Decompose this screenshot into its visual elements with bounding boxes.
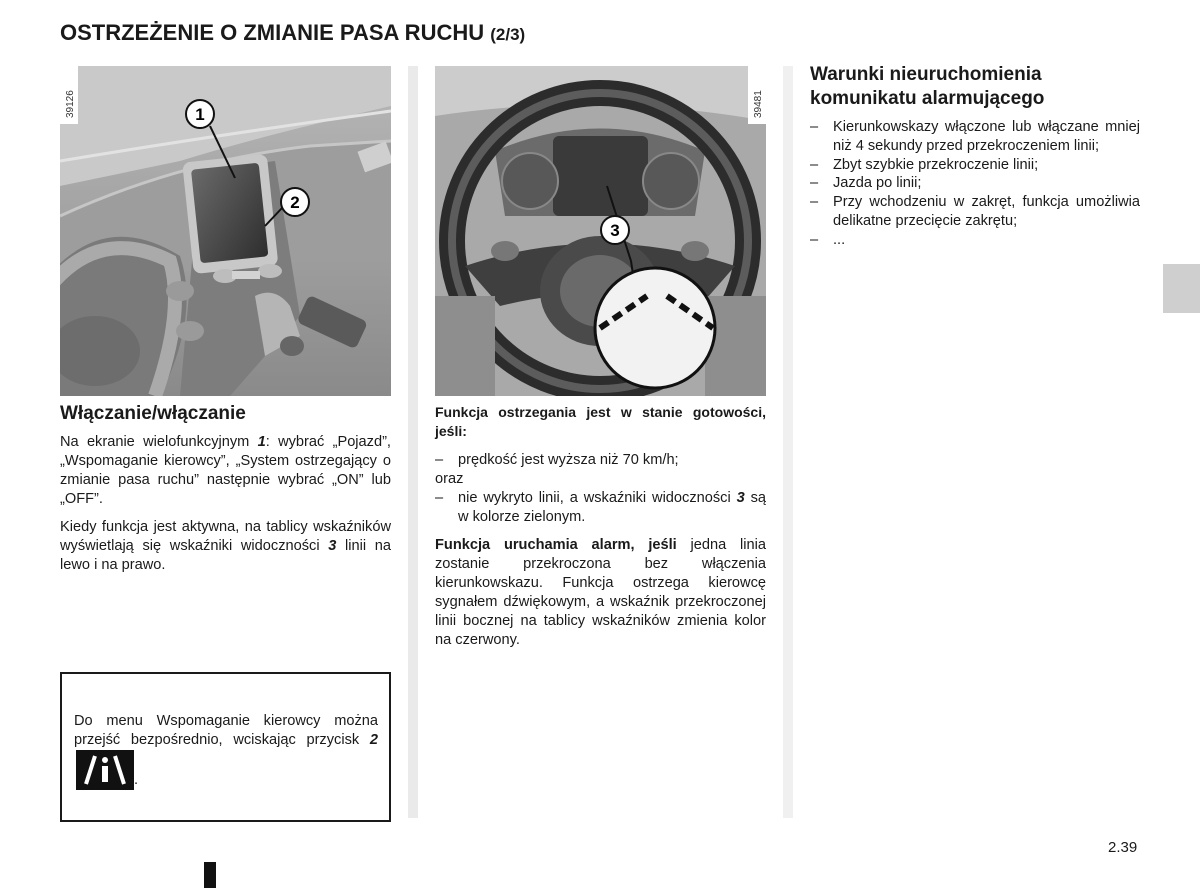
callout-2: 2	[290, 193, 300, 212]
ready-heading: Funkcja ostrzegania jest w stanie gotowości, jeśli:	[435, 404, 766, 439]
steering-wheel-illustration	[435, 66, 766, 396]
condition-item-4-text: Przy wchodzeniu w zakręt, funkcja umożliwia delikatne przecięcie zakrętu;	[833, 194, 1140, 229]
active-text-start: Kiedy funkcja jest aktywna, na tablicy wskaźników wyświetlają się wskaźniki widoczności	[60, 519, 391, 554]
figure-code-dashboard: 39126	[65, 90, 76, 118]
condition-item-4: – Przy wchodzeniu w zakręt, funkcja umożliwia delikatne przecięcie zakrętu;	[810, 194, 1140, 229]
note-text-end: .	[134, 772, 139, 788]
condition-item-5: – ...	[810, 231, 846, 248]
column-separator-left	[408, 66, 418, 818]
ref-2-note: 2	[369, 732, 378, 748]
ready-item-1-text: prędkość jest wyższa niż 70 km/h;	[458, 452, 679, 468]
section-heading-conditions: Warunki nieuruchomienia komunikatu alarmującego	[810, 64, 1045, 109]
activation-paragraph	[60, 433, 391, 509]
activation-text-end: : wybrać „Pojazd”, „Wspomaganie kierowcy”, „System ostrzegający o zmianie pasa ruchu” następnie wybrać „ON” lub „OFF”.	[60, 434, 391, 507]
callout-1: 1	[195, 105, 205, 124]
condition-item-1-text: Kierunkowskazy włączone lub włączane mniej niż 4 sekundy przed przekroczeniem linii;	[833, 119, 1140, 154]
ready-list	[435, 451, 766, 470]
condition-item-3: – Jazda po linii;	[810, 175, 922, 192]
figure-code-steering: 39481	[753, 90, 764, 118]
ref-3-middle: 3	[736, 490, 745, 506]
note-text-main: Do menu Wspomaganie kierowcy można przejść bezpośrednio, wciskając przycisk	[74, 713, 378, 748]
ready-item-2: – nie wykryto linii, a wskaźniki widoczności 3 są w kolorze zielonym.	[435, 490, 767, 525]
steering-wheel-drawing	[435, 66, 766, 396]
callout-3: 3	[610, 221, 620, 240]
condition-item-3-text: Jazda po linii;	[833, 175, 922, 192]
condition-item-5-text: ...	[833, 231, 846, 248]
page-title-part: (2/3)	[490, 25, 526, 44]
page-title	[60, 20, 525, 46]
page-number: 2.39	[1108, 839, 1138, 856]
ready-item-2-start: nie wykryto linii, a wskaźniki widoczności	[458, 490, 737, 506]
ref-3-left: 3	[328, 538, 337, 554]
note-text	[74, 712, 378, 790]
connector-word: oraz	[435, 471, 464, 487]
section-heading-activation: Włączanie/włączanie	[60, 403, 246, 424]
condition-item-2: – Zbyt szybkie przekroczenie linii;	[810, 156, 1039, 173]
column-separator-right	[783, 66, 793, 818]
dashboard-illustration	[60, 66, 391, 396]
page-title-text: OSTRZEŻENIE O ZMIANIE PASA RUCHU	[60, 20, 485, 45]
active-text-end: linii na lewo i na prawo.	[60, 538, 392, 573]
crop-mark	[204, 862, 216, 888]
chapter-tab	[1163, 264, 1200, 313]
alarm-text: jedna linia zostanie przekroczona bez włączenia kierunkowskazu. Funkcja ostrzega kierowcę sygnałem dźwiękowym, a wskaźnik przekroczonej linii bocznej na tablicy wskaźników zmienia kolor na czerwony.	[435, 537, 766, 648]
active-function-paragraph	[60, 518, 391, 575]
ready-list-2	[435, 489, 766, 527]
activation-text-start: Na ekranie wielofunkcyjnym	[60, 434, 258, 450]
ready-item-2-end: są w kolorze zielonym.	[458, 490, 767, 525]
lane-warning-button-icon	[76, 750, 134, 790]
note-box	[60, 672, 391, 822]
ready-item-1: – prędkość jest wyższa niż 70 km/h;	[435, 452, 679, 468]
condition-item-2-text: Zbyt szybkie przekroczenie linii;	[833, 156, 1039, 173]
condition-item-1: – Kierunkowskazy włączone lub włączane mniej niż 4 sekundy przed przekroczeniem linii;	[810, 119, 1140, 154]
alarm-paragraph	[435, 536, 766, 650]
alarm-bold-text: Funkcja uruchamia alarm, jeśli	[435, 537, 677, 553]
dashboard-drawing	[60, 66, 391, 396]
conditions-list	[810, 118, 1140, 250]
ref-1: 1	[257, 434, 266, 450]
